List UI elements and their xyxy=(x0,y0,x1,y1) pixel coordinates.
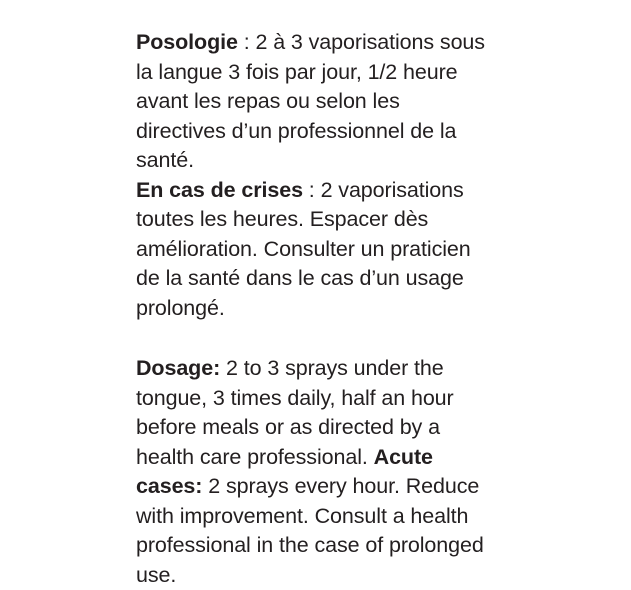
paragraph-lead-posologie: Posologie xyxy=(136,30,238,54)
paragraph-crises xyxy=(136,176,491,324)
paragraph-separator-posologie: : xyxy=(237,30,256,54)
paragraph-separator-crises: : xyxy=(302,177,321,202)
paragraph-lead-acute-cases: Acute cases: xyxy=(136,444,433,498)
french-section xyxy=(136,28,491,323)
paragraph-text-posologie: 2 à 3 vaporisations sous la langue 3 fois par jour, 1/2 heure avant les repas ou selon les directives d’un professionnel de la santé. xyxy=(136,30,485,172)
paragraph-dosage xyxy=(136,354,491,590)
paragraph-text-dosage: 2 to 3 sprays under the tongue, 3 times daily, half an hour before meals or as directed by a health care professional. xyxy=(136,356,454,469)
paragraph-lead-crises: En cas de crises xyxy=(136,177,303,202)
paragraph-lead-dosage: Dosage: xyxy=(136,356,221,380)
paragraph-text-crises: 2 vaporisations toutes les heures. Espacer dès amélioration. Consulter un praticien de la santé dans le cas d’un usage prolongé. xyxy=(136,177,471,320)
paragraph-text-acute-cases: 2 sprays every hour. Reduce with improvement. Consult a health professional in the case of prolonged use. xyxy=(136,474,484,587)
paragraph-posologie xyxy=(136,28,491,176)
english-section xyxy=(136,354,491,590)
